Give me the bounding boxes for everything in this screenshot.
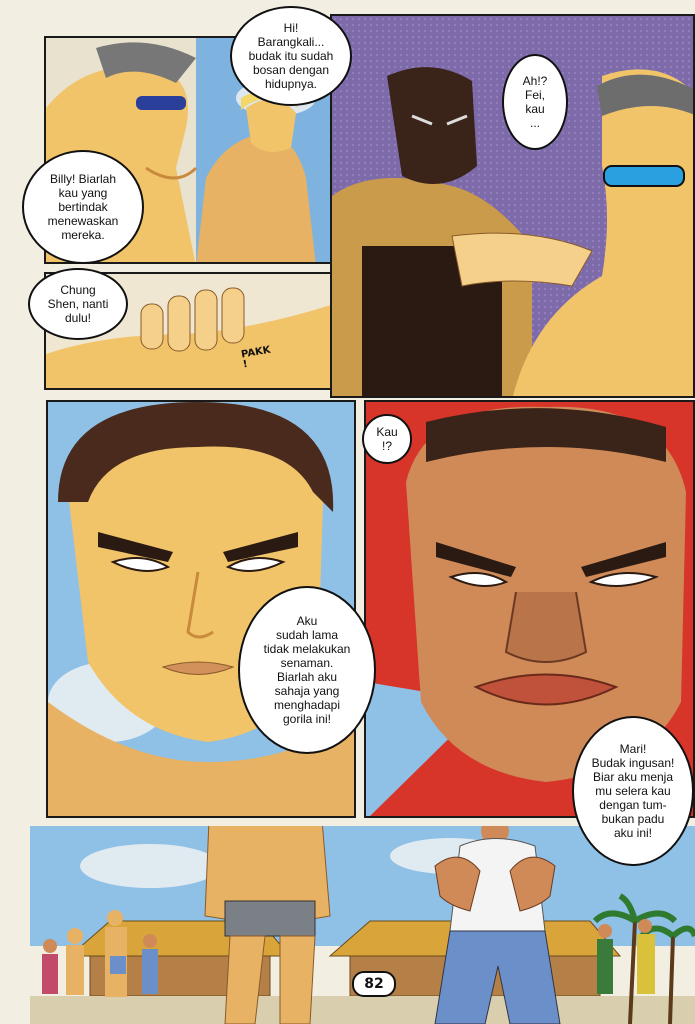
- speech-bubble-mari: Mari! Budak ingusan! Biar aku menja mu selera kau dengan tum- bukan padu aku ini!: [572, 716, 694, 866]
- sfx-pakk: PAKK !: [240, 344, 272, 371]
- speech-bubble-fei: Ah!? Fei, kau ...: [502, 54, 568, 150]
- speech-bubble-barangkali: Hi! Barangkali... budak itu sudah bosan dengan hidupnya.: [230, 6, 352, 106]
- speech-bubble-chung: Chung Shen, nanti dulu!: [28, 268, 128, 340]
- speech-bubble-kau: Kau !?: [362, 414, 412, 464]
- speech-bubble-aku: Aku sudah lama tidak melakukan senaman. Biarlah aku sahaja yang menghadapi gorila ini!: [238, 586, 376, 754]
- page-number: 82: [352, 971, 396, 997]
- speech-bubble-billy: Billy! Biarlah kau yang bertindak menewaskan mereka.: [22, 150, 144, 264]
